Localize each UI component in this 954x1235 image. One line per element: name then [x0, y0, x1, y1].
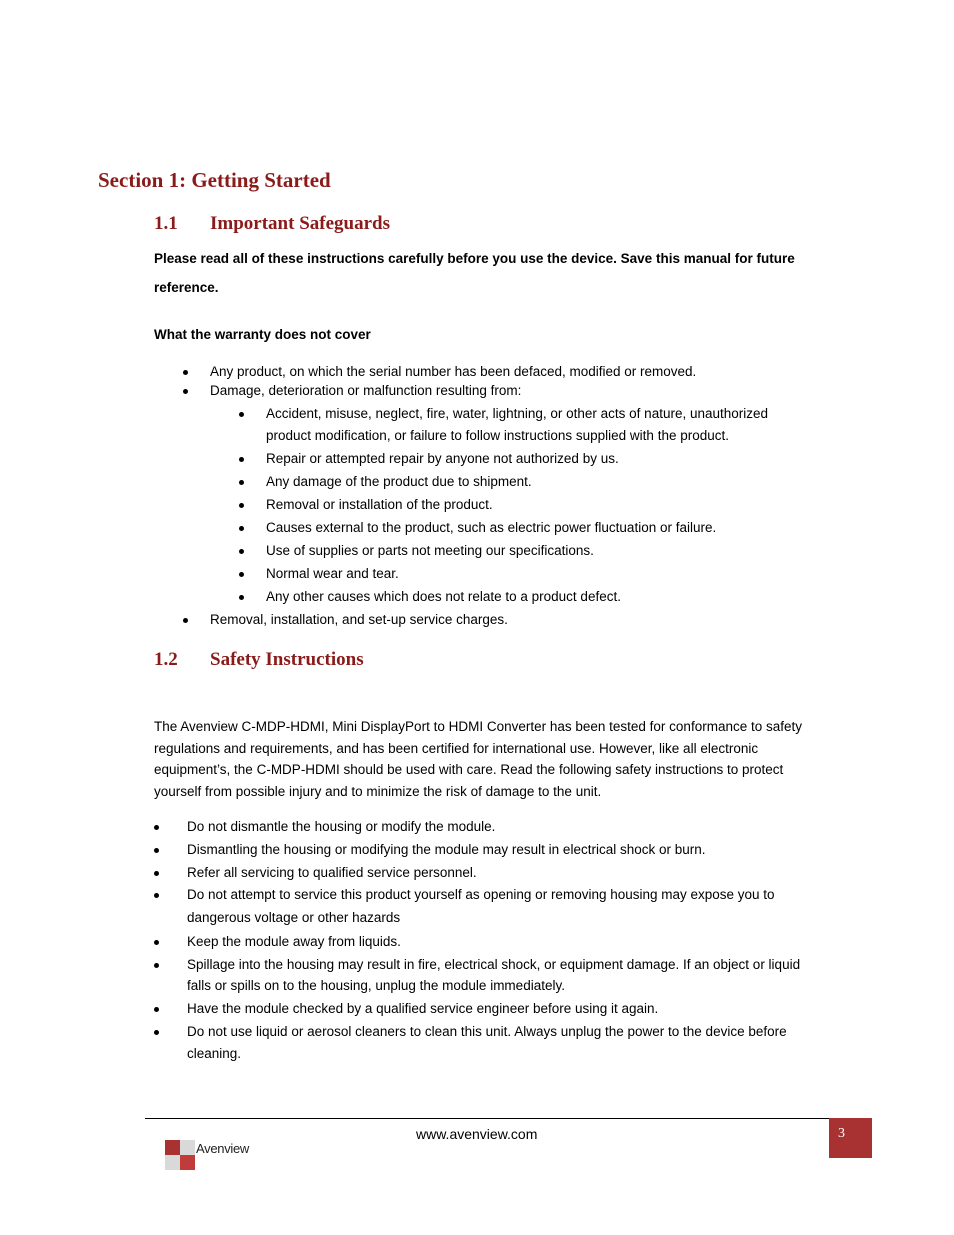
paragraph-line: yourself from possible injury and to minimize the risk of damage to the unit. [154, 784, 602, 800]
sub-list-item-text: Use of supplies or parts not meeting our specifications. [266, 543, 594, 558]
bullet-icon [183, 370, 188, 375]
bullet-icon [183, 618, 188, 623]
logo-square-grey [165, 1155, 180, 1170]
sub-list-item-text: Repair or attempted repair by anyone not authorized by us. [266, 451, 619, 466]
safety-list-item-text: Do not use liquid or aerosol cleaners to clean this unit. Always unplug the power to the device before [187, 1024, 787, 1039]
list-item-text: Removal, installation, and set-up service charges. [210, 612, 508, 627]
subsection-heading-safeguards [154, 213, 390, 235]
bullet-icon [239, 457, 244, 462]
bullet-icon [239, 412, 244, 417]
safety-list-item-text: falls or spills on to the housing, unplug the module immediately. [187, 978, 565, 993]
subsection-number: 1.1 [154, 213, 178, 234]
safety-intro-paragraph [154, 716, 854, 803]
bullet-icon [154, 1007, 159, 1012]
safety-list-item-text: Dismantling the housing or modifying the module may result in electrical shock or burn. [187, 842, 706, 857]
logo-square-red [180, 1155, 195, 1170]
page-number: 3 [838, 1126, 845, 1141]
subsection-number: 1.2 [154, 649, 178, 670]
page-number-box [829, 1118, 872, 1158]
sub-list-item-text: product modification, or failure to follow instructions supplied with the product. [266, 428, 729, 443]
logo-text: Avenview [196, 1141, 250, 1156]
bullet-icon [183, 389, 188, 394]
intro-line-1: Please read all of these instructions carefully before you use the device. Save this manual for future [154, 251, 795, 266]
bullet-icon [154, 825, 159, 830]
avenview-logo [164, 1138, 264, 1178]
paragraph-line: regulations and requirements, and has been certified for international use. However, like all electronic [154, 740, 759, 756]
bullet-icon [239, 526, 244, 531]
bullet-icon [154, 893, 159, 898]
bullet-icon [154, 871, 159, 876]
logo-square-red [165, 1140, 180, 1155]
logo-square-grey [180, 1140, 195, 1155]
bullet-icon [239, 595, 244, 600]
paragraph-line: The Avenview C-MDP-HDMI, Mini DisplayPort to HDMI Converter has been tested for conformance to safety [154, 719, 802, 734]
intro-line-2: reference. [154, 280, 219, 295]
bullet-icon [239, 480, 244, 485]
safety-list-item-text: cleaning. [187, 1046, 242, 1061]
footer-url: www.avenview.com [416, 1126, 538, 1142]
bullet-icon [239, 549, 244, 554]
subsection-title: Safety Instructions [210, 649, 364, 670]
subsection-title: Important Safeguards [210, 213, 390, 234]
bullet-icon [154, 1030, 159, 1035]
sub-list-item-text: Any damage of the product due to shipment. [266, 474, 532, 489]
footer-divider [145, 1118, 829, 1119]
bullet-icon [154, 940, 159, 945]
list-item-text: Any product, on which the serial number has been defaced, modified or removed. [210, 364, 697, 379]
sub-list-item-text: Causes external to the product, such as electric power fluctuation or failure. [266, 520, 717, 535]
safety-list-item-text: Refer all servicing to qualified service personnel. [187, 865, 477, 880]
safety-list-item-text: Have the module checked by a qualified service engineer before using it again. [187, 1001, 659, 1016]
safety-list-item-text: Keep the module away from liquids. [187, 934, 401, 949]
section-title: Section 1: Getting Started [98, 168, 331, 192]
sub-list-item-text: Any other causes which does not relate to a product defect. [266, 589, 621, 604]
sub-list-item-text: Removal or installation of the product. [266, 497, 493, 512]
bullet-icon [239, 503, 244, 508]
safety-list-item-text: dangerous voltage or other hazards [187, 910, 401, 925]
bullet-icon [154, 848, 159, 853]
safety-list-item-text: Do not attempt to service this product yourself as opening or removing housing may expose you to [187, 887, 775, 902]
safety-list-item-text: Spillage into the housing may result in fire, electrical shock, or equipment damage. If an object or liquid [187, 957, 801, 972]
safety-list-item-text: Do not dismantle the housing or modify the module. [187, 819, 496, 834]
subsection-heading-safety [154, 649, 364, 671]
warranty-heading: What the warranty does not cover [154, 327, 371, 342]
sub-list-item-text: Accident, misuse, neglect, fire, water, lightning, or other acts of nature, unauthorized [266, 406, 769, 421]
bullet-icon [154, 963, 159, 968]
bullet-icon [239, 572, 244, 577]
list-item-text: Damage, deterioration or malfunction resulting from: [210, 383, 522, 398]
sub-list-item-text: Normal wear and tear. [266, 566, 399, 581]
paragraph-line: equipment’s, the C-MDP-HDMI should be used with care. Read the following safety instructions to protect [154, 762, 784, 778]
